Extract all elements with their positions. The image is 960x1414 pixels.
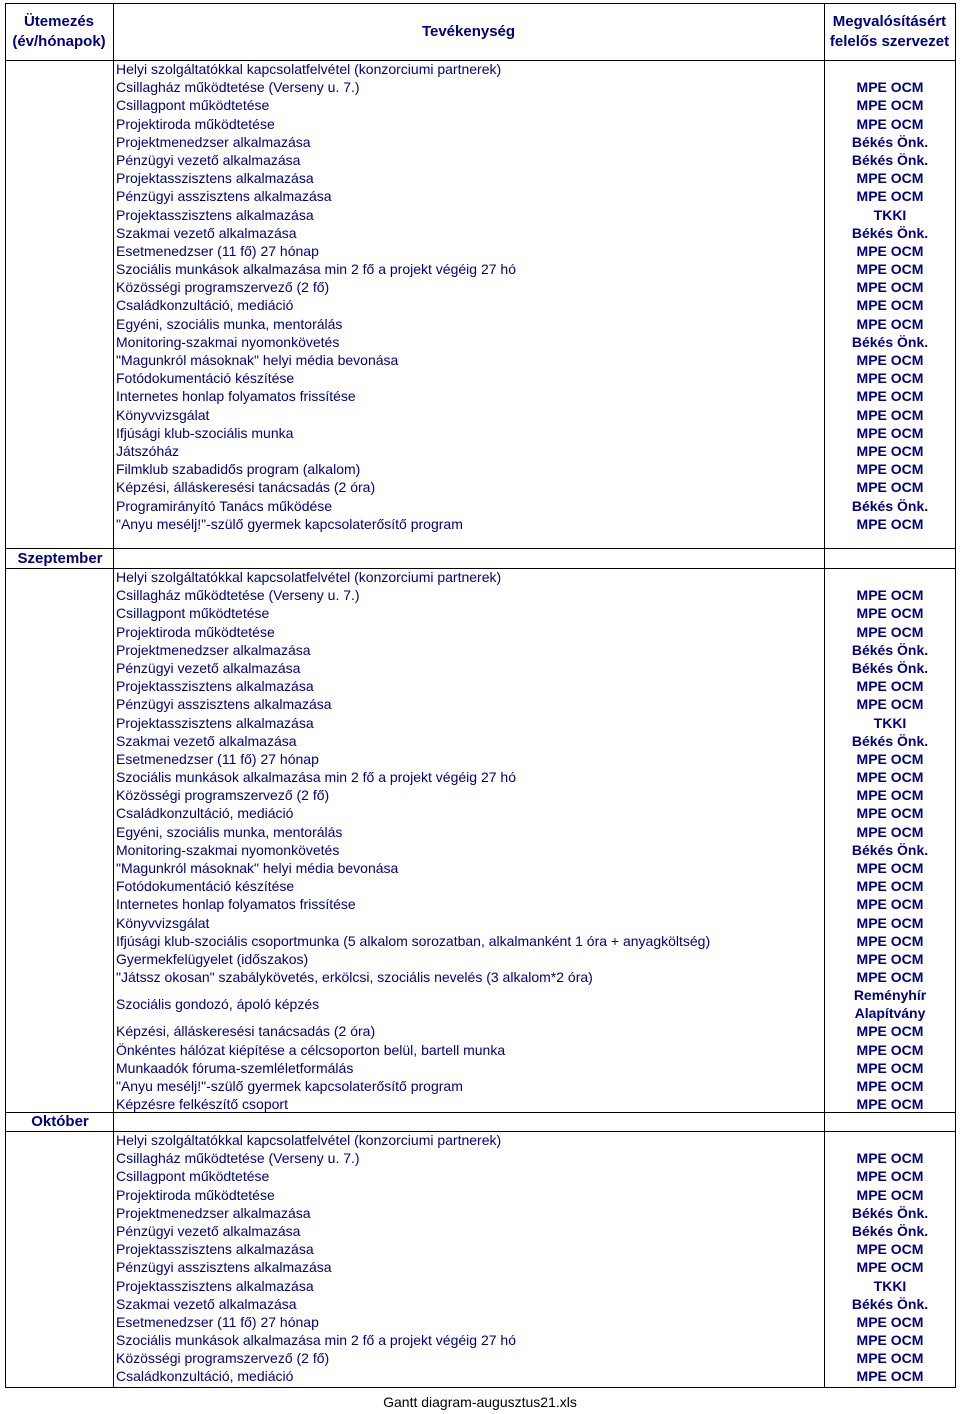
table-row: [0, 478, 960, 496]
header-responsible: [824, 12, 955, 52]
activity-cell: Képzésre felkészítő csoport: [116, 1096, 288, 1113]
table-row: [0, 568, 960, 586]
activity-cell: Szakmai vezető alkalmazása: [116, 732, 297, 749]
activity-cell: Könyvvizsgálat: [116, 406, 210, 423]
responsible-org-cell: MPE OCM: [856, 1332, 924, 1349]
table-row: [0, 224, 960, 242]
grid-top-border: [5, 3, 956, 4]
activity-cell: Szociális munkások alkalmazása min 2 fő a projekt végéig 27 hó: [116, 261, 516, 278]
responsible-org-cell: MPE OCM: [856, 605, 924, 622]
activity-cell: Esetmenedzser (11 fő) 27 hónap: [116, 242, 319, 259]
header-schedule-line2: (év/hónapok): [12, 33, 106, 50]
table-row: [0, 877, 960, 895]
table-row: [0, 187, 960, 205]
activity-cell: Munkaadók fóruma-szemléletformálás: [116, 1059, 354, 1076]
responsible-org-cell: TKKI: [873, 206, 907, 223]
activity-cell: Pénzügyi asszisztens alkalmazása: [116, 1259, 332, 1276]
responsible-org-cell: MPE OCM: [856, 1313, 924, 1330]
table-row: [0, 1095, 960, 1113]
table-row: [0, 859, 960, 877]
table-row: [0, 659, 960, 677]
table-row: [0, 1131, 960, 1149]
responsible-org-cell: MPE OCM: [856, 623, 924, 640]
table-row: [0, 260, 960, 278]
activity-cell: Csillagpont működtetése: [116, 97, 270, 114]
table-row: [0, 1022, 960, 1040]
activity-cell: Szociális gondozó, ápoló képzés: [116, 996, 320, 1013]
activity-cell: Projektasszisztens alkalmazása: [116, 714, 314, 731]
header-schedule: [5, 12, 113, 52]
responsible-org-cell: Békés Önk.: [851, 1295, 929, 1312]
responsible-org-cell: MPE OCM: [856, 750, 924, 767]
activity-cell: Szakmai vezető alkalmazása: [116, 224, 297, 241]
responsible-org-cell: MPE OCM: [856, 787, 924, 804]
table-row: [0, 768, 960, 786]
activity-cell: "Játssz okosan" szabálykövetés, erkölcsi, szociális nevelés (3 alkalom*2 óra): [116, 969, 593, 986]
table-row: [0, 641, 960, 659]
activity-cell: "Anyu mesélj!"-szülő gyermek kapcsolaterősítő program: [116, 1077, 463, 1094]
responsible-org-cell: Békés Önk.: [851, 659, 929, 676]
activity-cell: "Anyu mesélj!"-szülő gyermek kapcsolaterősítő program: [116, 515, 463, 532]
responsible-org-cell: MPE OCM: [856, 242, 924, 259]
table-row: [0, 333, 960, 351]
table-row: [0, 1222, 960, 1240]
responsible-org-cell: MPE OCM: [856, 1077, 924, 1094]
table-row: [0, 732, 960, 750]
responsible-org-cell: MPE OCM: [856, 1186, 924, 1203]
responsible-org-cell: Békés Önk.: [851, 641, 929, 658]
activity-cell: Pénzügyi vezető alkalmazása: [116, 659, 301, 676]
responsible-org-cell: Békés Önk.: [851, 497, 929, 514]
activity-cell: Monitoring-szakmai nyomonkövetés: [116, 841, 340, 858]
responsible-org-cell: MPE OCM: [856, 1059, 924, 1076]
responsible-org-cell: MPE OCM: [856, 969, 924, 986]
table-row: [0, 1277, 960, 1295]
table-row: [0, 387, 960, 405]
table-row: [0, 895, 960, 913]
responsible-org-cell: TKKI: [873, 1277, 907, 1294]
responsible-org-cell: MPE OCM: [856, 1150, 924, 1167]
activity-block-september: [0, 568, 960, 1113]
activity-cell: Helyi szolgáltatókkal kapcsolatfelvétel (konzorciumi partnerek): [116, 61, 502, 77]
responsible-org-cell: Békés Önk.: [851, 732, 929, 749]
responsible-org-cell: MPE OCM: [856, 479, 924, 496]
responsible-org-cell: MPE OCM: [856, 1096, 924, 1113]
activity-cell: Monitoring-szakmai nyomonkövetés: [116, 333, 340, 350]
activity-cell: Szakmai vezető alkalmazása: [116, 1295, 297, 1312]
activity-cell: Játszóház: [116, 442, 180, 459]
table-row: [0, 950, 960, 968]
activity-cell: Projektasszisztens alkalmazása: [116, 1241, 314, 1258]
responsible-org-cell: MPE OCM: [856, 823, 924, 840]
table-row: [0, 60, 960, 78]
responsible-org-cell: MPE OCM: [856, 932, 924, 949]
responsible-org-cell: MPE OCM: [856, 1041, 924, 1058]
activity-cell: Esetmenedzser (11 fő) 27 hónap: [116, 1313, 319, 1330]
responsible-org-cell: Békés Önk.: [851, 841, 929, 858]
activity-cell: Családkonzultáció, mediáció: [116, 805, 294, 822]
table-row: [0, 604, 960, 622]
activity-cell: Önkéntes hálózat kiépítése a célcsoporton belül, bartell munka: [116, 1041, 506, 1058]
activity-cell: Csillagház működtetése (Verseny u. 7.): [116, 79, 360, 96]
table-row: [0, 1258, 960, 1276]
table-row: [0, 315, 960, 333]
table-row: [0, 586, 960, 604]
responsible-org-cell: MPE OCM: [856, 678, 924, 695]
activity-cell: Egyéni, szociális munka, mentorálás: [116, 823, 343, 840]
activity-cell: Internetes honlap folyamatos frissítése: [116, 896, 356, 913]
table-row: [0, 932, 960, 950]
responsible-org-cell: MPE OCM: [856, 79, 924, 96]
activity-cell: Csillagház működtetése (Verseny u. 7.): [116, 587, 360, 604]
table-row: [0, 424, 960, 442]
responsible-org-cell: MPE OCM: [856, 115, 924, 132]
activity-cell: Internetes honlap folyamatos frissítése: [116, 388, 356, 405]
activity-cell: Filmklub szabadidős program (alkalom): [116, 461, 361, 478]
activity-cell: Projektmenedzser alkalmazása: [116, 133, 311, 150]
activity-cell: Helyi szolgáltatókkal kapcsolatfelvétel (konzorciumi partnerek): [116, 569, 502, 585]
responsible-org-cell: MPE OCM: [856, 424, 924, 441]
month-september: Szeptember: [17, 550, 103, 567]
responsible-org-cell: MPE OCM: [856, 914, 924, 931]
responsible-org-cell: MPE OCM: [856, 442, 924, 459]
activity-cell: Családkonzultáció, mediáció: [116, 297, 294, 314]
table-row: [0, 1331, 960, 1349]
table-row: [0, 914, 960, 932]
activity-cell: Képzési, álláskeresési tanácsadás (2 óra): [116, 479, 376, 496]
responsible-org-cell: MPE OCM: [856, 261, 924, 278]
responsible-org-cell: MPE OCM: [856, 297, 924, 314]
activity-cell: Könyvvizsgálat: [116, 914, 210, 931]
table-row: [0, 278, 960, 296]
month-october: Október: [31, 1113, 89, 1130]
table-row: [0, 1149, 960, 1167]
table-row: [0, 750, 960, 768]
table-row: [0, 623, 960, 641]
responsible-org-cell: MPE OCM: [856, 97, 924, 114]
table-row: [0, 169, 960, 187]
activity-cell: Szociális munkások alkalmazása min 2 fő a projekt végéig 27 hó: [116, 769, 516, 786]
responsible-org-cell: MPE OCM: [856, 805, 924, 822]
table-row: [0, 78, 960, 96]
activity-cell: Programirányító Tanács működése: [116, 497, 333, 514]
table-row: [0, 1041, 960, 1059]
table-row: [0, 497, 960, 515]
activity-cell: Szociális munkások alkalmazása min 2 fő a projekt végéig 27 hó: [116, 1332, 516, 1349]
september-top-line: [5, 548, 956, 549]
responsible-org-cell: Békés Önk.: [851, 1222, 929, 1239]
activity-cell: Ifjúsági klub-szociális csoportmunka (5 alkalom sorozatban, alkalmanként 1 óra + anyagköltség): [116, 932, 711, 949]
responsible-org-cell: MPE OCM: [856, 352, 924, 368]
table-row: [0, 677, 960, 695]
activity-cell: Pénzügyi vezető alkalmazása: [116, 1222, 301, 1239]
table-row: [0, 460, 960, 478]
table-row: [0, 296, 960, 314]
activity-cell: Projektmenedzser alkalmazása: [116, 1204, 311, 1221]
activity-cell: Projektiroda működtetése: [116, 623, 275, 640]
responsible-org-cell: MPE OCM: [856, 388, 924, 405]
activity-cell: Közösségi programszervező (2 fő): [116, 279, 330, 296]
activity-cell: Képzési, álláskeresési tanácsadás (2 óra): [116, 1023, 376, 1040]
activity-cell: Csillagház működtetése (Verseny u. 7.): [116, 1150, 360, 1167]
table-row: [0, 1367, 960, 1385]
responsible-org-cell: MPE OCM: [856, 188, 924, 205]
header-activity: Tevékenység: [421, 23, 516, 40]
table-row: [0, 786, 960, 804]
responsible-org-cell: MPE OCM: [856, 279, 924, 296]
table-row: [0, 515, 960, 533]
table-row: [0, 442, 960, 460]
responsible-org-cell: MPE OCM: [856, 1368, 924, 1385]
activity-cell: Egyéni, szociális munka, mentorálás: [116, 315, 343, 332]
activity-cell: Projektasszisztens alkalmazása: [116, 678, 314, 695]
activity-cell: Családkonzultáció, mediáció: [116, 1368, 294, 1385]
responsible-org-cell: Reményhír Alapítvány: [853, 987, 927, 1022]
table-row: [0, 1077, 960, 1095]
table-row: [0, 1240, 960, 1258]
responsible-org-cell: TKKI: [873, 714, 907, 731]
table-row: [0, 804, 960, 822]
table-row: [0, 242, 960, 260]
table-row: [0, 151, 960, 169]
header-responsible-line1: Megvalósításért: [832, 13, 947, 30]
table-row: [0, 695, 960, 713]
activity-cell: Projektasszisztens alkalmazása: [116, 206, 314, 223]
header-schedule-line1: Ütemezés: [23, 13, 95, 30]
responsible-org-cell: MPE OCM: [856, 1023, 924, 1040]
responsible-org-cell: MPE OCM: [856, 860, 924, 876]
activity-cell: Fotódokumentáció készítése: [116, 878, 295, 895]
activity-block-august: [0, 60, 960, 533]
grid-bottom-border: [5, 1387, 956, 1388]
responsible-org-cell: MPE OCM: [856, 696, 924, 713]
table-row: [0, 1186, 960, 1204]
responsible-org-cell: MPE OCM: [856, 769, 924, 786]
footer-filename: Gantt diagram-augusztus21.xls: [383, 1394, 577, 1410]
activity-cell: Csillagpont működtetése: [116, 605, 270, 622]
table-row: [0, 1167, 960, 1185]
responsible-org-cell: Békés Önk.: [851, 224, 929, 241]
activity-cell: Ifjúsági klub-szociális munka: [116, 424, 294, 441]
table-row: [0, 1295, 960, 1313]
responsible-org-cell: MPE OCM: [856, 1241, 924, 1258]
table-row: [0, 1059, 960, 1077]
activity-cell: Projektmenedzser alkalmazása: [116, 641, 311, 658]
table-row: [0, 406, 960, 424]
activity-cell: Pénzügyi vezető alkalmazása: [116, 151, 301, 168]
table-row: [0, 986, 960, 1022]
activity-cell: Közösségi programszervező (2 fő): [116, 1350, 330, 1367]
table-row: [0, 96, 960, 114]
responsible-org-cell: MPE OCM: [856, 406, 924, 423]
table-row: [0, 351, 960, 369]
activity-cell: Fotódokumentáció készítése: [116, 370, 295, 387]
activity-cell: "Magunkról másoknak" helyi média bevonása: [116, 352, 399, 368]
responsible-org-cell: MPE OCM: [856, 878, 924, 895]
table-row: [0, 206, 960, 224]
header-responsible-line2: felelős szervezet: [829, 33, 950, 50]
table-row: [0, 369, 960, 387]
activity-cell: Gyermekfelügyelet (időszakos): [116, 950, 309, 967]
table-row: [0, 1349, 960, 1367]
table-row: [0, 841, 960, 859]
activity-cell: Helyi szolgáltatókkal kapcsolatfelvétel (konzorciumi partnerek): [116, 1132, 502, 1148]
activity-cell: Közösségi programszervező (2 fő): [116, 787, 330, 804]
responsible-org-cell: Békés Önk.: [851, 333, 929, 350]
table-row: [0, 823, 960, 841]
responsible-org-cell: MPE OCM: [856, 896, 924, 913]
responsible-org-cell: MPE OCM: [856, 1259, 924, 1276]
activity-cell: Projektiroda működtetése: [116, 1186, 275, 1203]
responsible-org-cell: MPE OCM: [856, 587, 924, 604]
activity-cell: Pénzügyi asszisztens alkalmazása: [116, 696, 332, 713]
activity-cell: Projektasszisztens alkalmazása: [116, 1277, 314, 1294]
activity-cell: Pénzügyi asszisztens alkalmazása: [116, 188, 332, 205]
responsible-org-cell: MPE OCM: [856, 1350, 924, 1367]
responsible-org-cell: Békés Önk.: [851, 1204, 929, 1221]
responsible-org-cell: Békés Önk.: [851, 133, 929, 150]
table-row: [0, 968, 960, 986]
responsible-org-cell: MPE OCM: [856, 315, 924, 332]
responsible-org-cell: MPE OCM: [856, 170, 924, 187]
activity-cell: Esetmenedzser (11 fő) 27 hónap: [116, 750, 319, 767]
activity-cell: Projektasszisztens alkalmazása: [116, 170, 314, 187]
responsible-org-cell: MPE OCM: [856, 950, 924, 967]
activity-block-october: [0, 1131, 960, 1386]
table-row: [0, 133, 960, 151]
responsible-org-cell: MPE OCM: [856, 515, 924, 532]
table-row: [0, 1313, 960, 1331]
responsible-org-cell: MPE OCM: [856, 1168, 924, 1185]
responsible-org-cell: MPE OCM: [856, 461, 924, 478]
table-row: [0, 714, 960, 732]
responsible-org-cell: MPE OCM: [856, 370, 924, 387]
table-row: [0, 1204, 960, 1222]
activity-cell: "Magunkról másoknak" helyi média bevonása: [116, 860, 399, 876]
table-row: [0, 115, 960, 133]
activity-cell: Csillagpont működtetése: [116, 1168, 270, 1185]
activity-cell: Projektiroda működtetése: [116, 115, 275, 132]
responsible-org-cell: Békés Önk.: [851, 151, 929, 168]
